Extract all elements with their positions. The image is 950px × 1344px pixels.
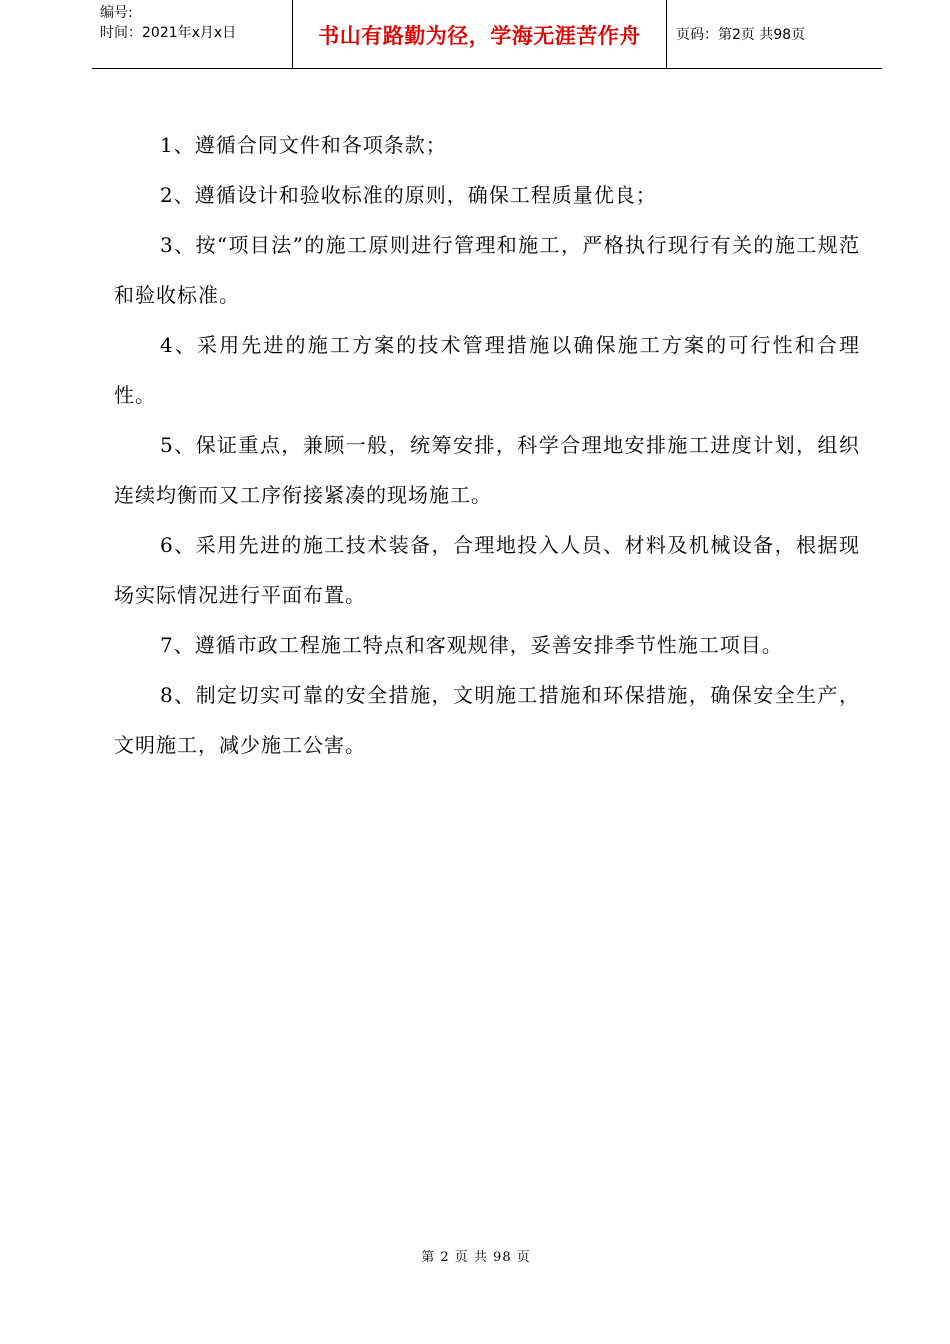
header-page-info: 页码：第2页 共98页 (676, 27, 806, 43)
time-label: 时间：2021年x月x日 (100, 25, 237, 41)
paragraph-5: 5、保证重点，兼顾一般，统筹安排，科学合理地安排施工进度计划，组织连续均衡而又工序衔接紧凑的现场施工。 (114, 433, 860, 507)
header-motto: 书山有路勤为径，学海无涯苦作舟 (318, 24, 641, 48)
code-label: 编号: (100, 5, 133, 21)
paragraph-3: 3、按“项目法”的施工原则进行管理和施工，严格执行现行有关的施工规范和验收标准。 (114, 233, 860, 307)
header-meta (100, 3, 292, 43)
paragraph-8: 8、制定切实可靠的安全措施，文明施工措施和环保措施，确保安全生产，文明施工，减少施工公害。 (114, 683, 860, 757)
paragraph-6: 6、采用先进的施工技术装备，合理地投入人员、材料及机械设备，根据现场实际情况进行平面布置。 (114, 533, 860, 607)
paragraph-7: 7、遵循市政工程施工特点和客观规律，妥善安排季节性施工项目。 (160, 633, 783, 657)
paragraph-2: 2、遵循设计和验收标准的原则，确保工程质量优良； (160, 183, 657, 207)
paragraph-1: 1、遵循合同文件和各项条款； (160, 133, 447, 157)
header-divider (666, 0, 667, 68)
page-header (92, 0, 882, 69)
footer-page-number: 第 2 页 共 98 页 (421, 1250, 531, 1265)
page-footer (0, 1246, 950, 1265)
paragraph-4: 4、采用先进的施工方案的技术管理措施以确保施工方案的可行性和合理性。 (114, 333, 860, 407)
document-body (114, 120, 860, 770)
